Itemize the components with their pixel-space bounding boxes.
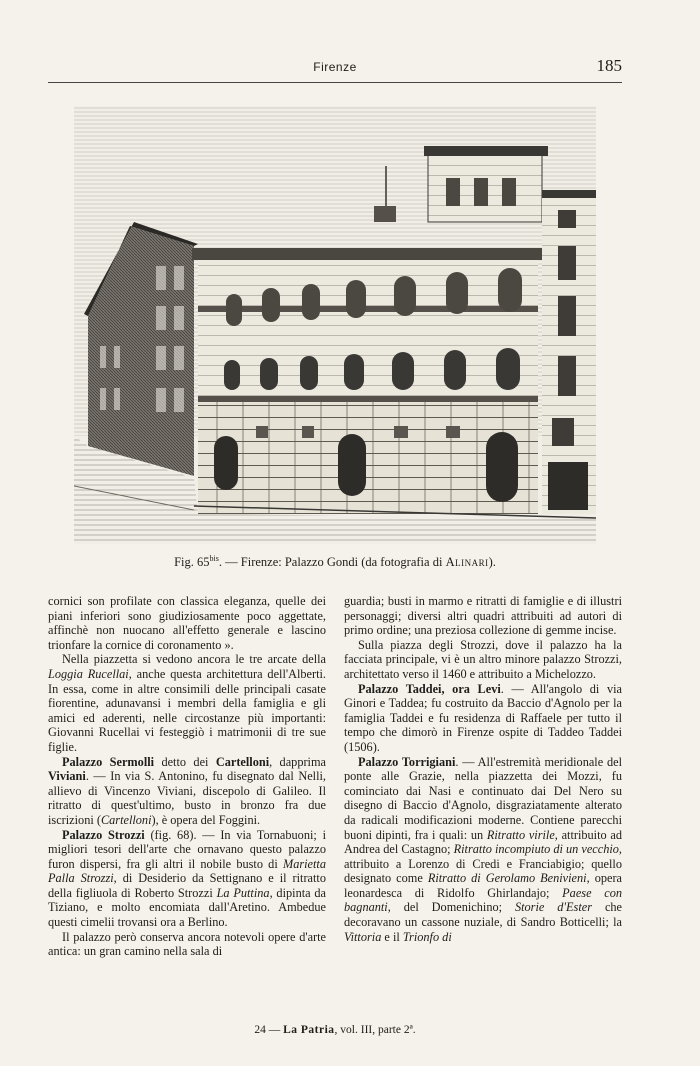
- footer-volume: , vol. III, parte 2ª.: [334, 1024, 416, 1036]
- footer-signature: 24: [254, 1024, 266, 1036]
- paragraph: Palazzo Taddei, ora Levi. — All'angolo di via Ginori e Taddea; fu costruito da Baccio d'Agnolo per la famiglia Taddei e fu residenza di Raffaele per tutto il tempo che dimorò in Firenze ospite di Taddeo Taddei (1506).: [344, 681, 622, 754]
- footer-brand: La Patria: [283, 1024, 335, 1036]
- running-head: Firenze: [313, 60, 357, 74]
- page-header: [48, 56, 622, 83]
- caption-label-sup: bis: [209, 554, 219, 563]
- paragraph: Palazzo Strozzi (fig. 68). — In via Tornabuoni; i migliori tesori dell'arte che ornavano questo palazzo furon dispersi, fra gli altri il nobile busto di Marietta Palla Strozzi, di Desiderio da Settignano e il ritratto della figliuola di Roberto Strozzi La Puttina, dipinta da Tiziano, e molto encomiata dall'Aretino. Ambedue questi cimelii trovansi ora a Berlino.: [48, 827, 326, 930]
- footer-dash: —: [265, 1024, 284, 1036]
- caption-photographer: Alinari: [445, 555, 489, 570]
- figure-palazzo-gondi: [74, 106, 596, 544]
- paragraph: Palazzo Torrigiani. — All'estremità meridionale del ponte alle Grazie, nella piazzetta dei Mozzi, fu cominciato dai Nasi e continuato dai Del Nero su disegno di Baccio d'Agnolo, disgraziatamente alterato da radicali modificazioni moderne. Contiene parecchi buoni dipinti, fra i quali: un Ritratto virile, attribuito ad Andrea del Castagno; Ritratto incompiuto di un vecchio, attribuito a Lorenzo di Credi e Franciabigio; quello designato come Ritratto di Gerolamo Benivieni, opera leonardesca di Ridolfo Ghirlandajo; Paese con bagnanti, del Domenichino; Storie d'Ester che decoravano un cassone nuziale, di Sandro Botticelli; la Vittoria e il Trionfo di: [344, 754, 623, 944]
- caption-text: . — Firenze: Palazzo Gondi (da fotografia di: [218, 555, 446, 570]
- caption-end: ).: [488, 555, 496, 570]
- paragraph: Palazzo Sermolli detto dei Cartelloni, dapprima Viviani. — In via S. Antonino, fu disegnato dal Nelli, allievo di Vincenzo Viviani, discepolo di Galileo. Il ritratto di quest'ultimo, busto in bronzo fra due iscrizioni (Cartelloni), è opera del Foggini.: [48, 754, 326, 827]
- body-columns: [48, 594, 622, 1014]
- page-footer: [48, 1024, 622, 1036]
- caption-label: Fig. 65: [174, 555, 210, 570]
- paragraph: Nella piazzetta si vedono ancora le tre arcate della Loggia Rucellai, anche questa architettura dell'Alberti. In essa, come in altre consimili delle principali casate fiorentine, adunavansi i membri della famiglia e gli amici ed aderenti, nelle circostanze più importanti: Giovanni Rucellai vi festeggiò i matrimonii di tre sue figlie.: [48, 652, 326, 754]
- right-column: [344, 594, 622, 1014]
- paragraph: guardia; busti in marmo e ritratti di famiglie e di illustri personaggi; diversi altri quadri attribuiti ad autori di primo ordine; una preziosa collezione di gemme incise.: [344, 594, 622, 638]
- left-column: [48, 594, 326, 1014]
- paragraph: Il palazzo però conserva ancora notevoli opere d'arte antica: un gran camino nella sala di: [48, 929, 326, 959]
- page-number: 185: [596, 56, 622, 75]
- paragraph: cornici son profilate con classica eleganza, quelle dei piani inferiori sono giudiziosamente poco aggettate, affinchè non nuocano all'effetto generale e lascino trionfare la cornice di coronamento ».: [48, 594, 326, 652]
- building-engraving-illustration: [74, 106, 596, 544]
- paragraph: Sulla piazza degli Strozzi, dove il palazzo ha la facciata principale, vi è un altro minore palazzo Strozzi, architettato verso il 1460 e attribuito a Michelozzo.: [344, 637, 622, 681]
- figure-caption: [48, 554, 622, 570]
